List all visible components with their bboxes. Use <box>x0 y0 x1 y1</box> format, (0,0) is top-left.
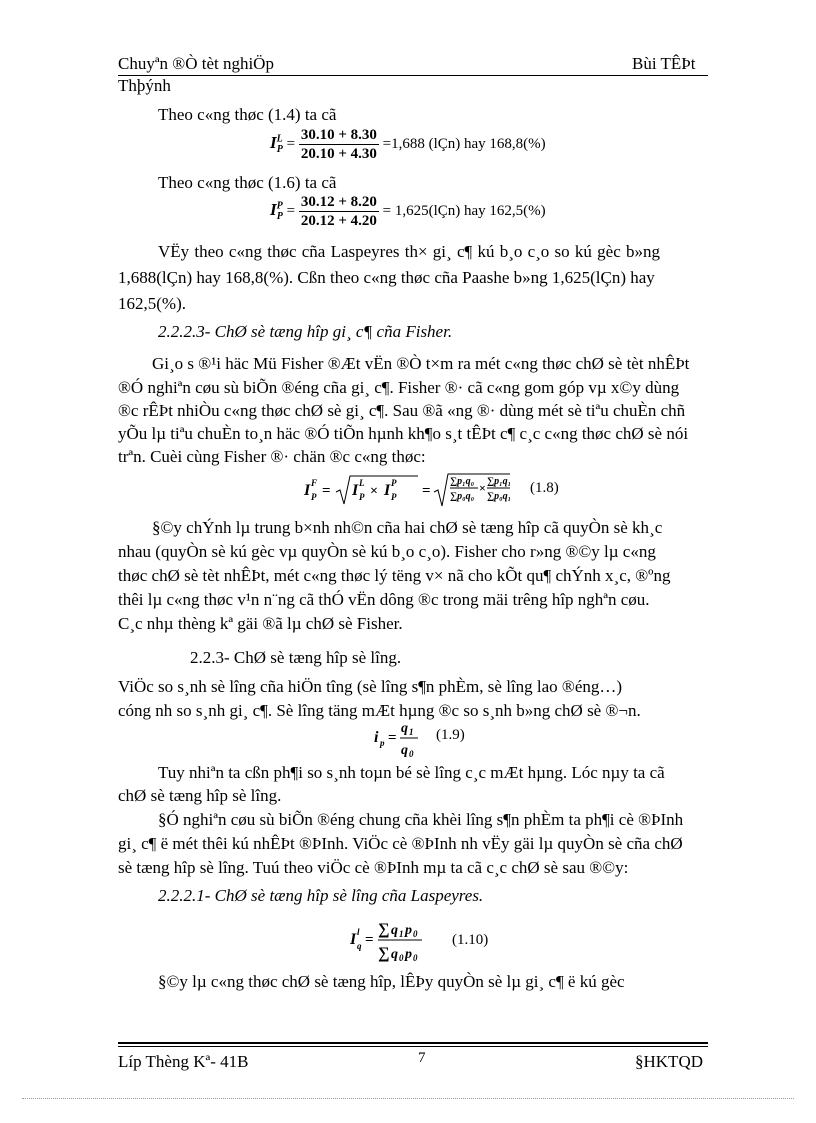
svg-text:P: P <box>391 492 397 502</box>
header-left: Chuyªn ®Ò tèt nghiÖp <box>118 54 274 73</box>
svg-text:1: 1 <box>409 727 414 737</box>
paragraph-4-line-4: yÕu lµ tiªu chuÈn to¸n häc ®Ó tiÕn hµnh kh¶o s¸t tÊÞt c¶ c¸c c«ng thøc chØ sè nói <box>118 424 689 443</box>
header-rule <box>118 75 708 76</box>
svg-text:∑p₁q₀: ∑p₁q₀ <box>450 476 475 487</box>
equation-1: $I^L_P$ = $\frac{30.10 + 8.30}{20.10 + 4.30}$ =1,688 (lÇn) hay 168,8(%) <box>270 127 546 162</box>
svg-text:∑p₀q₁: ∑p₀q₁ <box>487 491 512 502</box>
svg-text:I: I <box>304 482 311 499</box>
svg-text:p: p <box>405 947 412 962</box>
svg-text:P: P <box>359 492 365 502</box>
svg-text:I: I <box>352 482 359 499</box>
equation-simple-quantity <box>374 716 418 760</box>
simple-quantity-graphic <box>374 716 418 760</box>
svg-text:p: p <box>380 738 385 748</box>
svg-text:∑: ∑ <box>378 921 390 938</box>
eq2-fraction: $\frac{30.12 + 8.20}{20.12 + 4.20}$ <box>300 194 377 229</box>
laspeyres-quantity-graphic <box>350 914 440 966</box>
fisher-formula-graphic <box>300 470 540 510</box>
heading-fisher: 2.2.2.3- ChØ sè tæng hîp gi¸ c¶ cña Fisher. <box>158 322 453 341</box>
svg-text:q: q <box>357 941 362 951</box>
svg-text:p: p <box>405 923 412 938</box>
footer-rule-bottom <box>118 1046 708 1047</box>
header-right: Bùi TÊÞt <box>632 54 696 73</box>
equation-fisher-label: (1.8) <box>530 480 559 496</box>
eq2-lhs: $I^P_P$ <box>270 199 283 223</box>
footer-right: §HKTQD <box>635 1052 703 1071</box>
heading-quantity-index: 2.2.3- ChØ sè tæng hîp sè lîng. <box>190 648 402 667</box>
paragraph-8-line-2: gi¸ c¶ ë mét thêi kú nhÊÞt ®ÞInh. ViÖc cè ®ÞInh nh vËy gäi lµ quyÒn sè cña chØ <box>118 834 683 853</box>
paragraph-4-line-3: ®c rÊÞt nhiÒu c«ng thøc chØ sè gi¸ c¶. Sau ®ã «ng ®· dùng mét sè tiªu chuÈn chñ <box>118 401 686 420</box>
svg-text:0: 0 <box>413 953 418 963</box>
paragraph-6-line-2: cóng nh so s¸nh gi¸ c¶. Sè lîng täng mÆt hµng ®c so s¸nh b»ng chØ sè ®¬n. <box>118 701 641 720</box>
footer-rule-top <box>118 1042 708 1044</box>
svg-text:I: I <box>384 482 391 499</box>
svg-text:=: = <box>365 932 374 948</box>
paragraph-7-line-1: Tuy nhiªn ta cßn ph¶i so s¸nh toµn bé sè lîng c¸c mÆt hµng. Lóc nµy ta cã <box>158 763 665 782</box>
paragraph-9: §©y lµ c«ng thøc chØ sè tæng hîp, lÊÞy quyÒn sè lµ gi¸ c¶ ë kú gèc <box>158 972 625 991</box>
svg-text:q: q <box>401 721 408 736</box>
svg-text:∑p₁q₁: ∑p₁q₁ <box>487 476 512 487</box>
footer-left: Líp Thèng Kª- 41B <box>118 1052 249 1071</box>
svg-text:1: 1 <box>399 929 404 939</box>
svg-text:×: × <box>370 484 378 499</box>
svg-text:P: P <box>391 478 397 488</box>
paragraph-5-line-3: thøc chØ sè tèt nhÊÞt, mét c«ng thøc lý tëng v× nã cho kÕt qu¶ chÝnh x¸c, ®ºng <box>118 566 671 585</box>
svg-text:0: 0 <box>409 749 414 759</box>
svg-text:P: P <box>311 492 317 502</box>
paragraph-2: Theo c«ng thøc (1.6) ta cã <box>158 173 337 192</box>
svg-text:∑: ∑ <box>378 945 390 962</box>
svg-text:0: 0 <box>413 929 418 939</box>
paragraph-8-line-3: sè tæng hîp sè lîng. Tuú theo viÖc cè ®ÞInh mµ ta cã c¸c chØ sè sau ®©y: <box>118 858 629 877</box>
svg-text:I: I <box>350 931 357 948</box>
equation-simple-quantity-label: (1.9) <box>436 727 465 743</box>
svg-text:i: i <box>374 729 379 746</box>
heading-laspeyres-quantity: 2.2.2.1- ChØ sè tæng hîp sè lîng cña Laspeyres. <box>158 886 484 905</box>
equation-2: $I^P_P$ = $\frac{30.12 + 8.20}{20.12 + 4.20}$ = 1,625(lÇn) hay 162,5(%) <box>270 194 546 229</box>
svg-text:q: q <box>391 923 398 938</box>
paragraph-3-line-3: 162,5(%). <box>118 294 186 313</box>
svg-text:q: q <box>401 743 408 758</box>
paragraph-6-line-1: ViÖc so s¸nh sè lîng cña hiÖn tîng (sè lîng s¶n phÈm, sè lîng lao ®éng…) <box>118 677 623 696</box>
paragraph-1: Theo c«ng thøc (1.4) ta cã <box>158 105 337 124</box>
paragraph-4-line-5: trªn. Cuèi cùng Fisher ®· chän ®c c«ng thøc: <box>118 447 426 466</box>
paragraph-5-line-5: C¸c nhµ thèng kª gäi ®ã lµ chØ sè Fisher. <box>118 614 403 633</box>
paragraph-7-line-2: chØ sè tæng hîp sè lîng. <box>118 786 282 805</box>
svg-text:=: = <box>322 483 331 499</box>
page-bottom-dotted-border <box>22 1098 794 1099</box>
svg-text:=: = <box>388 730 397 746</box>
eq1-lhs: $I^L_P$ <box>270 132 283 156</box>
equation-fisher <box>300 470 540 510</box>
svg-text:=: = <box>422 483 431 499</box>
paragraph-4-line-1: Gi¸o s ®¹i häc Mü Fisher ®Æt vËn ®Ò t×m ra mét c«ng thøc chØ sè tèt nhÊÞt <box>152 354 690 373</box>
paragraph-3-line-2: 1,688(lÇn) hay 168,8(%). Cßn theo c«ng thøc cña Paashe b»ng 1,625(lÇn) hay <box>118 268 655 287</box>
svg-text:0: 0 <box>399 953 404 963</box>
svg-text:F: F <box>311 478 318 488</box>
svg-text:L: L <box>359 478 365 488</box>
paragraph-5-line-2: nhau (quyÒn sè kú gèc vµ quyÒn sè kú b¸o c¸o). Fisher cho r»ng ®©y lµ c«ng <box>118 542 656 561</box>
equation-laspeyres-quantity-label: (1.10) <box>452 932 489 948</box>
page-number: 7 <box>418 1050 426 1066</box>
paragraph-8-line-1: §Ó nghiªn cøu sù biÕn ®éng chung cña khèi lîng s¶n phÈm ta ph¶i cè ®ÞInh <box>158 810 684 829</box>
paragraph-4-line-2: ®Ó nghiªn cøu sù biÕn ®éng cña gi¸ c¶. Fisher ®· cã c«ng gom góp vµ x©y dùng <box>118 378 680 397</box>
paragraph-3-line-1: VËy theo c«ng thøc cña Laspeyres th× gi¸ c¶ kú b¸o c¸o so kú gèc b»ng <box>158 242 661 261</box>
paragraph-5-line-1: §©y chÝnh lµ trung b×nh nh©n cña hai chØ sè tæng hîp cã quyÒn sè kh¸c <box>152 518 663 537</box>
eq1-fraction: $\frac{30.10 + 8.30}{20.10 + 4.30}$ <box>300 127 377 162</box>
svg-text:∑p₀q₀: ∑p₀q₀ <box>450 491 475 502</box>
paragraph-5-line-4: thêi lµ c«ng thøc v¹n n¨ng cã thÓ vËn dông ®c trong mäi trêng hîp nghªn cøu. <box>118 590 650 609</box>
header-continuation: Thþýnh <box>118 76 171 95</box>
svg-text:q: q <box>391 947 398 962</box>
svg-text:l: l <box>357 927 360 937</box>
svg-text:×: × <box>479 481 486 495</box>
equation-laspeyres-quantity <box>350 914 440 966</box>
